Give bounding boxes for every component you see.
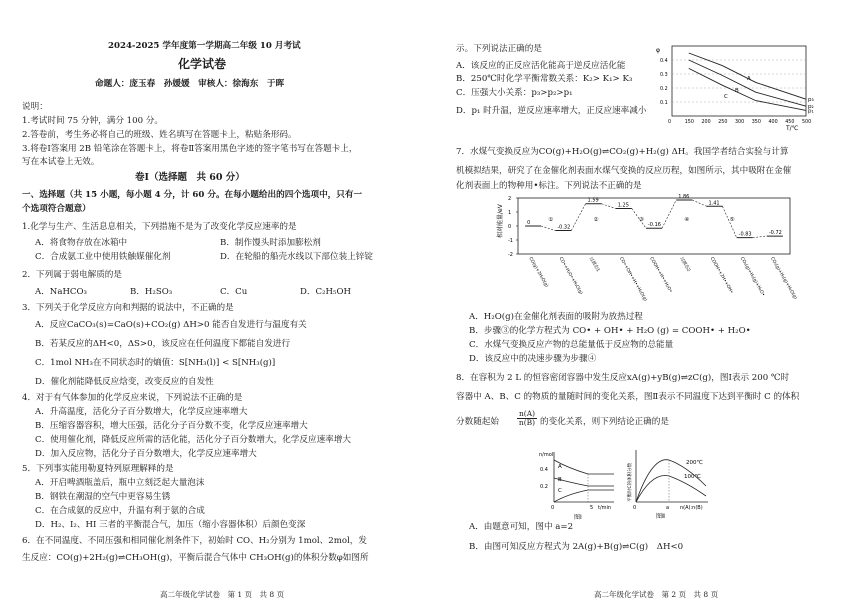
q2-option-d: D．C₂H₅OH	[300, 287, 351, 297]
question-1: 1.化学与生产、生活息息相关，下列措施不是为了改变化学反应速率的是	[22, 222, 297, 232]
q7-option-c: C．水煤气变换反应产物的总能量低于反应物的总能量	[469, 340, 674, 350]
fraction-numerator: n(A)	[518, 409, 536, 418]
value-label-6: 1.41	[708, 200, 720, 207]
question-8-line-2: 容器中 A、B、C 的物质的量随时间的变化关系，图Ⅱ表示不同温度下达到平衡时 C 的体积	[456, 392, 800, 402]
q4-option-b: B．压缩容器容积，增大压强，活化分子百分数不变，化学反应速率增大	[35, 421, 308, 431]
energy-connector-1	[541, 226, 555, 230]
y-tick-0: 0.4	[540, 467, 548, 473]
x-axis-label: t/min	[598, 505, 612, 511]
q3-option-d: D．催化剂能降低反应焓变，改变反应的自发性	[35, 377, 214, 387]
series-line-2	[689, 68, 806, 110]
note-1: 1.考试时间 75 分钟，满分 100 分。	[22, 116, 163, 126]
q2-option-a: A．NaHCO₃	[35, 287, 88, 297]
x-tick-6: 400	[768, 120, 778, 125]
y-tick-label-1: 1	[508, 210, 512, 216]
q5-option-b: B．钢铁在潮湿的空气中更容易生锈	[35, 492, 171, 502]
energy-connector-8	[753, 236, 767, 238]
x-tick-0: 0	[551, 505, 555, 511]
step-label-2: ③	[638, 217, 644, 224]
y-tick-label-0: 2	[508, 196, 512, 202]
point-label-a: A	[747, 76, 751, 82]
y-tick-1: 0.2	[540, 484, 548, 490]
energy-connector-3	[602, 204, 616, 209]
question-7-line-3: 化剂表面上的物种用•标注。下列说法不正确的是	[456, 181, 642, 191]
energy-connector-5	[662, 200, 676, 228]
q1-option-a: A．将食物存放在冰箱中	[35, 238, 128, 248]
series-name-1: p₂	[808, 104, 814, 111]
q3-option-b: B．若某反应的ΔH<0，ΔS>0，该反应在任何温度下都能自发进行	[35, 339, 291, 349]
curve-a	[554, 460, 614, 474]
step-labels	[548, 216, 734, 223]
q5-option-c: C．在合成氨的反应中，升温有利于氨的合成	[35, 506, 205, 516]
x-tick-7: 450	[785, 120, 795, 125]
y-axis-label: n/mol	[539, 452, 554, 458]
note-3: 3.将卷Ⅰ答案用 2B 铅笔涂在答题卡上，将卷Ⅱ答案用黑色字迹的签字笔书写在答题卡上，	[22, 144, 358, 154]
y-tick-label-4: -2	[508, 252, 513, 258]
q5-option-d: D．H₂、I₂、HI 三者的平衡混合气，加压（缩小容器体积）后颜色变深	[35, 520, 306, 530]
category-label-6: COOH•+2H•+OH•	[708, 256, 734, 295]
instruction-line-1: 一、选择题（共 15 小题，每小题 4 分，计 60 分。在每小题给出的四个选项中，只有一	[22, 190, 363, 200]
step-label-0: ①	[548, 217, 554, 224]
point-label-b: B	[735, 88, 739, 94]
q6-option-b: B．250℃时化学平衡常数关系：K₂> K₁> K₃	[456, 74, 633, 84]
curve-b	[554, 478, 614, 486]
q8-option-a: A．由题意可知，图中 a=2	[469, 522, 574, 532]
q1-option-b: B．制作馒头时添加膨松剂	[220, 238, 321, 248]
right-page	[434, 0, 867, 612]
y-axis-label: 平衡时C的体积分数	[628, 462, 633, 502]
category-label-1: CO•+H₂O•+H₂O(g)	[557, 256, 584, 296]
x-tick-1: a	[666, 505, 670, 511]
y-axis-label: 相对能量/eV	[497, 204, 504, 238]
y-tick-0: 0.4	[660, 59, 668, 64]
series-lines	[636, 460, 706, 502]
y-tick-label-3: -1	[508, 238, 513, 244]
series-name-2: p₁	[808, 108, 814, 115]
question-4: 4．对于有气体参加的化学反应来说，下列说法不正确的是	[22, 393, 243, 403]
step-label-3: ④	[684, 217, 690, 224]
value-label-7: -0.83	[738, 231, 752, 238]
question-8-line-3b: 的变化关系，则下列结论正确的是	[540, 417, 669, 427]
category-label-4: COOH•+H•+H₂O•	[648, 256, 673, 294]
series-label-c: C	[558, 488, 562, 494]
figure-2-chart	[624, 446, 714, 522]
figure-1-chart	[538, 448, 618, 522]
grid	[672, 60, 806, 102]
exam-header: 2024-2025 学年度第一学期高二年级 10 月考试	[108, 41, 301, 51]
y-tick-3: 0.1	[660, 101, 668, 106]
curve-200	[636, 460, 706, 502]
q7-option-a: A．H₂O(g)在金催化剂表面的吸附为放热过程	[469, 312, 643, 322]
y-tick-1: 0.3	[660, 73, 668, 78]
series-lines	[689, 53, 814, 114]
question-7-line-1: 7．水煤气变换反应为CO(g)+H₂O(g)⇌CO₂(g)+H₂(g) ΔH。我国学者结合实验与计算	[456, 147, 789, 157]
question-8-line-1: 8．在容积为 2 L 的恒容密闭容器中发生反应xA(g)+yB(g)⇌zC(g)，图Ⅰ表示 200 ℃时	[456, 373, 790, 383]
page-footer-2: 高二年级化学试卷 第 2 页 共 8 页	[594, 590, 719, 599]
x-tick-0: 0	[668, 120, 672, 125]
series-name-0: p₃	[808, 97, 814, 104]
q4-option-a: A．升高温度，活化分子百分数增大，化学反应速率增大	[35, 407, 248, 417]
plot-frame	[672, 46, 806, 116]
value-labels	[527, 194, 782, 238]
question-6-line-1: 6．在不同温度、不同压强和相同催化剂条件下，初始时 CO、H₂分别为 1mol、2mol，发	[22, 536, 367, 546]
page-footer-1: 高二年级化学试卷 第 1 页 共 8 页	[160, 590, 285, 599]
figure-title: 图Ⅰ	[574, 514, 582, 521]
x-tick-1: 150	[684, 120, 694, 125]
category-label-3: CO•+OH•+H•+H₂O(g)	[618, 256, 648, 303]
q2-option-b: B．H₂SO₃	[130, 287, 173, 297]
step-label-1: ②	[593, 217, 599, 224]
series-label-b: B	[558, 477, 562, 483]
value-label-0: 0	[527, 220, 531, 226]
y-tick-2: 0.2	[660, 87, 668, 92]
fraction-denominator: n(B)	[518, 418, 536, 427]
q6-option-c: C．压强大小关系：p₃>p₂>p₁	[456, 88, 573, 98]
x-tick-1: 5	[590, 505, 594, 511]
instruction-line-2: 个选项符合题意）	[22, 204, 91, 214]
x-axis-label: T/℃	[786, 125, 799, 132]
section-title: 卷Ⅰ（选择题 共 60 分）	[135, 172, 245, 183]
exam-title: 化学试卷	[178, 57, 227, 71]
category-label-0: CO(g)+2H₂O(g)	[527, 256, 549, 289]
question-8-line-3: 分数随起始	[456, 417, 499, 427]
q7-option-b: B．步骤③的化学方程式为 CO• + OH• + H₂O (g) = COOH• + H₂O•	[469, 326, 751, 336]
q4-option-c: C．使用催化剂，降低反应所需的活化能，活化分子百分数增大，化学反应速率增大	[35, 435, 351, 445]
q7-option-d: D．该反应中的决速步骤为步骤④	[469, 354, 597, 364]
authors: 命题人：庞玉春 孙媛媛 审核人：徐海东 于晖	[95, 79, 285, 89]
x-tick-8: 500	[802, 120, 812, 125]
category-label-5: 过渡态2	[678, 256, 691, 273]
curve-c	[554, 490, 614, 502]
q4-option-d: D．加入反应物，活化分子百分数增大，化学反应速率增大	[35, 449, 257, 459]
category-label-8: CO₂(g)+H₂(g)+H₂O(g)	[769, 256, 798, 301]
y-tick-label-2: 0	[508, 224, 512, 230]
x-tick-5: 350	[751, 120, 761, 125]
note-4: 写在本试卷上无效。	[22, 157, 100, 167]
q2-option-c: C．Cu	[220, 287, 248, 297]
step-label-4: ⑤	[729, 217, 735, 224]
category-labels	[527, 256, 798, 303]
q1-option-c: C．合成氨工业中使用铁触媒催化剂	[35, 252, 171, 262]
value-label-5: 1.86	[678, 193, 690, 200]
value-label-2: 1.59	[587, 197, 599, 204]
series-line-1	[689, 60, 806, 106]
value-label-3: 1.25	[617, 202, 629, 209]
figure-title: 图Ⅱ	[656, 513, 665, 520]
question-2: 2．下列属于弱电解质的是	[22, 270, 122, 280]
note-2: 2.答卷前，考生务必将自己的班级、姓名填写在答题卡上，粘贴条形码。	[22, 130, 297, 140]
series-label-100: 100℃	[684, 474, 701, 480]
series-label-200: 200℃	[686, 460, 703, 466]
question-6-line-3: 示。下列说法正确的是	[456, 44, 542, 54]
question-7-line-2: 机模拟结果，研究了在金催化剂表面水煤气变换的反应历程，如图所示，其中吸附在金催	[456, 166, 792, 176]
y-ticks	[660, 58, 668, 106]
x-tick-2: 200	[701, 120, 711, 125]
energy-connector-2	[571, 204, 585, 231]
question-3: 3．下列关于化学反应方向和判据的说法中，不正确的是	[22, 303, 234, 313]
question-5: 5．下列事实能用勒夏特列原理解释的是	[22, 464, 174, 474]
q3-option-c: C．1mol NH₃在不同状态时的熵值：S[NH₃(l)] < S[NH₃(g)]	[35, 358, 276, 368]
q6-option-a: A．该反应的正反应活化能高于逆反应活化能	[456, 61, 626, 71]
category-label-7: CO₂(g)+H₂(g)+H₂O•	[738, 256, 766, 298]
q6-option-d: D．p₁ 时升温，逆反应速率增大，正反应速率减小	[456, 106, 647, 116]
question-6-line-2: 生反应：CO(g)+2H₂(g)⇌CH₃OH(g)，平衡后混合气体中 CH₃OH(g)的体积分数φ如图所	[22, 553, 369, 563]
energy-connector-6	[692, 200, 706, 206]
x-axis-label: n(A):n(B)	[680, 505, 703, 511]
q5-option-a: A．开启啤酒瓶盖后，瓶中立刻泛起大量泡沫	[35, 478, 205, 488]
point-label-c: C	[724, 94, 728, 100]
x-tick-3: 250	[718, 120, 728, 125]
value-label-4: -0.16	[648, 222, 661, 229]
fraction	[517, 410, 537, 427]
q8-option-b: B．由图可知反应方程式为 2A(g)+B(g)⇌C(g) ΔH<0	[469, 542, 684, 552]
left-page	[0, 0, 433, 612]
phi-temperature-chart	[652, 42, 812, 132]
value-label-1: -0.32	[557, 224, 571, 231]
category-label-2: 过渡态1	[587, 256, 601, 273]
x-tick-4: 300	[735, 120, 745, 125]
q1-option-d: D．在轮船的船壳水线以下部位装上锌锭	[220, 252, 373, 262]
series-lines	[554, 460, 614, 502]
y-axis-label: φ	[656, 47, 660, 54]
energy-profile-chart	[496, 194, 796, 314]
q3-option-a: A．反应CaCO₃(s)=CaO(s)+CO₂(g) ΔH>0 能否自发进行与温度有关	[35, 320, 307, 330]
notes-title: 说明：	[22, 102, 48, 112]
x-tick-0: 0	[633, 505, 637, 511]
value-label-8: -0.72	[768, 230, 782, 237]
series-label-a: A	[558, 464, 562, 470]
y-ticks	[508, 196, 518, 258]
